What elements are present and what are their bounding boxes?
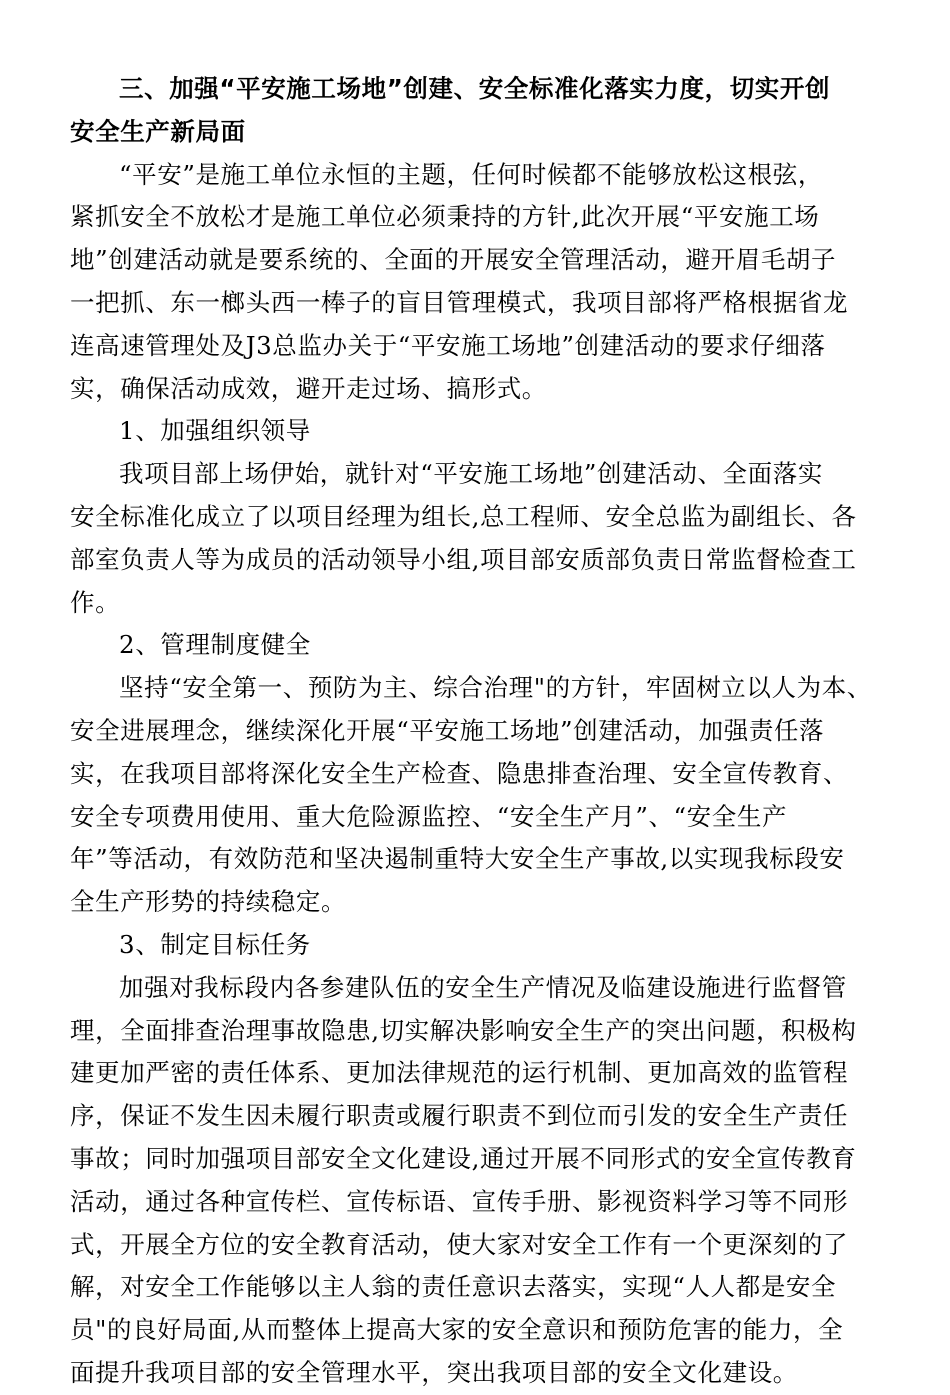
subheading-management-system: 2、管理制度健全	[119, 630, 311, 660]
body-text-line: 事故；同时加强项目部安全文化建设,通过开展不同形式的安全宣传教育	[70, 1143, 857, 1173]
body-text-line: 式，开展全方位的安全教育活动，使大家对安全工作有一个更深刻的了	[70, 1229, 849, 1259]
subheading-organization: 1、加强组织领导	[119, 416, 311, 446]
body-text-line: 实，在我项目部将深化安全生产检查、隐患排查治理、安全宣传教育、	[70, 758, 849, 788]
body-text-line: 全生产形势的持续稳定。	[70, 887, 347, 917]
body-text-line: 面提升我项目部的安全管理水平，突出我项目部的安全文化建设。	[70, 1357, 798, 1387]
section-heading-line-2: 安全生产新局面	[70, 116, 246, 146]
body-text-line: 坚持“安全第一、预防为主、综合治理"的方针，牢固树立以人为本、	[119, 673, 872, 703]
body-text-line: 年”等活动，有效防范和坚决遏制重特大安全生产事故,以实现我标段安	[70, 844, 845, 874]
body-text-line: 安全专项费用使用、重大危险源监控、“安全生产月”、“安全生产	[70, 801, 788, 831]
body-text-line: 安全进展理念，继续深化开展“平安施工场地”创建活动，加强责任落	[70, 715, 825, 745]
body-text-line: 部室负责人等为成员的活动领导小组,项目部安质部负责日常监督检查工	[70, 544, 857, 574]
body-text-line: 建更加严密的责任体系、更加法律规范的运行机制、更加高效的监管程	[70, 1058, 849, 1088]
body-text-line: 紧抓安全不放松才是施工单位必须秉持的方针,此次开展“平安施工场	[70, 202, 820, 232]
body-text-line: 解，对安全工作能够以主人翁的责任意识去落实，实现“人人都是安全	[70, 1272, 837, 1302]
body-text-line: 加强对我标段内各参建队伍的安全生产情况及临建设施进行监督管	[119, 972, 847, 1002]
body-text-line: “平安”是施工单位永恒的主题，任何时候都不能够放松这根弦，	[119, 159, 823, 189]
body-text-line: 活动，通过各种宣传栏、宣传标语、宣传手册、影视资料学习等不同形	[70, 1186, 849, 1216]
body-text-line: 实，确保活动成效，避开走过场、搞形式。	[70, 373, 547, 403]
body-text-line: 序，保证不发生因未履行职责或履行职责不到位而引发的安全生产责任	[70, 1101, 849, 1131]
body-text-line: 理，全面排查治理事故隐患,切实解决影响安全生产的突出问题，积极构	[70, 1015, 857, 1045]
body-text-line: 地”创建活动就是要系统的、全面的开展安全管理活动，避开眉毛胡子	[70, 245, 837, 275]
section-heading-line-1: 三、加强“平安施工场地”创建、安全标准化落实力度，切实开创	[119, 74, 831, 103]
body-text-line: 作。	[70, 587, 121, 617]
body-text-line: 连高速管理处及J3总监办关于“平安施工场地”创建活动的要求仔细落	[70, 330, 826, 360]
body-text-line: 员"的良好局面,从而整体上提高大家的安全意识和预防危害的能力，全	[70, 1315, 844, 1345]
body-text-line: 一把抓、东一榔头西一棒子的盲目管理模式，我项目部将严格根据省龙	[70, 287, 849, 317]
body-text-line: 我项目部上场伊始，就针对“平安施工场地”创建活动、全面落实	[119, 459, 823, 489]
body-text-line: 安全标准化成立了以项目经理为组长,总工程师、安全总监为副组长、各	[70, 501, 857, 531]
subheading-target-tasks: 3、制定目标任务	[119, 929, 311, 959]
